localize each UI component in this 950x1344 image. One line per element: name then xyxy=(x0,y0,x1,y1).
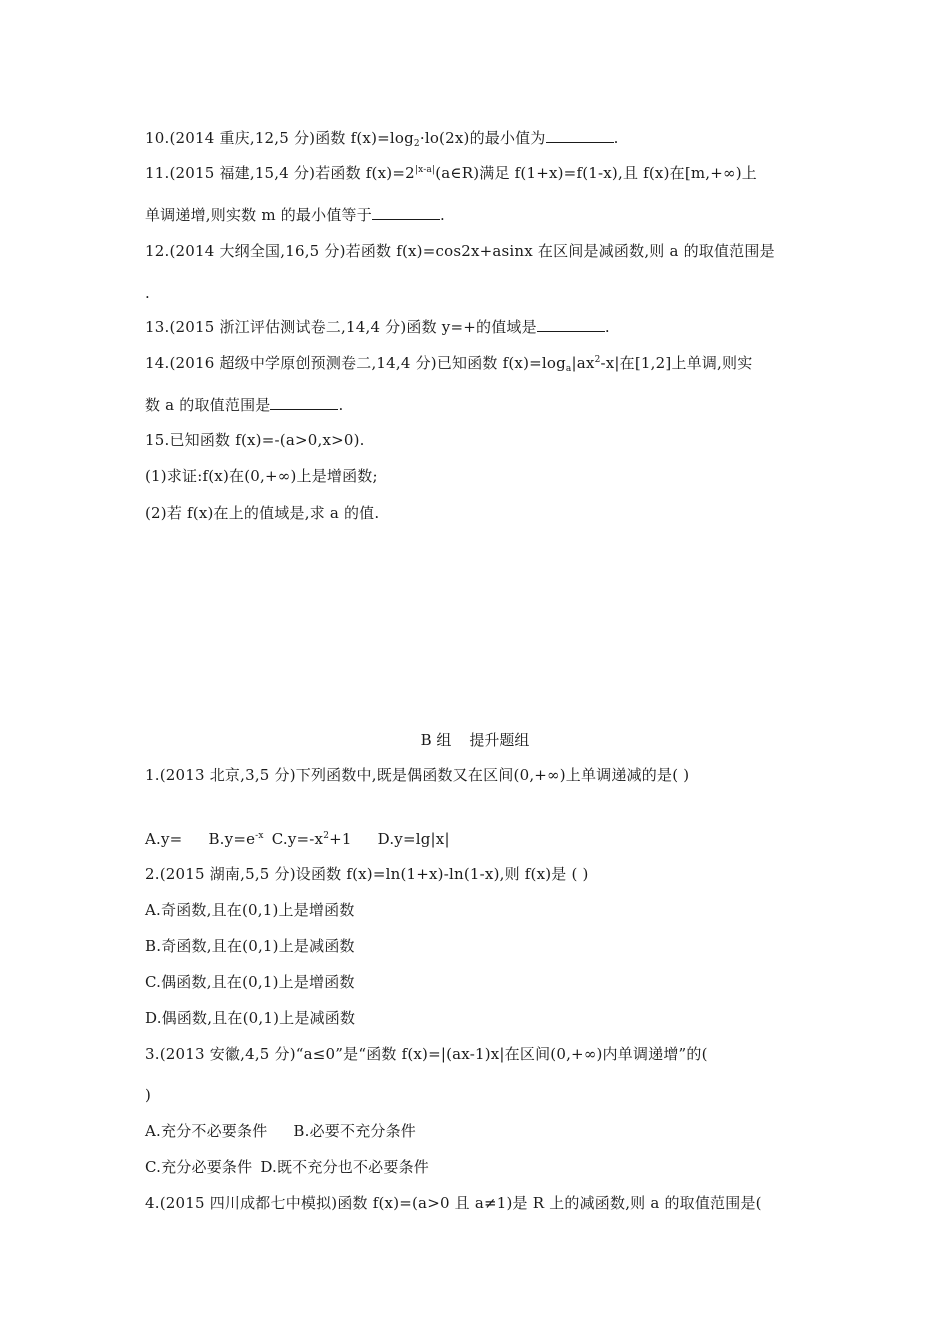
q14-answer-blank xyxy=(270,395,338,410)
q10-end: . xyxy=(613,129,619,147)
b3-line2: ) xyxy=(145,1086,152,1104)
q11-exponent: |x-a| xyxy=(414,165,436,175)
group-b-title: 提升题组 xyxy=(469,731,530,749)
b-question-2-option-c: C.偶函数,且在(0,1)上是增函数 xyxy=(145,973,355,991)
question-15-part-2 xyxy=(145,503,379,523)
question-11 xyxy=(145,163,757,183)
b-question-2-option-d: D.偶函数,且在(0,1)上是减函数 xyxy=(145,1009,356,1027)
q15-line3: (2)若 f(x)在上的值域是,求 a 的值. xyxy=(145,504,380,522)
b2-stem: 2.(2015 湖南,5,5 分)设函数 f(x)=ln(1+x)-ln(1-x),则 f(x)是 ( ) xyxy=(145,865,589,883)
b1-option-a: A.y= xyxy=(145,830,183,848)
b-question-2-option-b: B.奇函数,且在(0,1)上是减函数 xyxy=(145,937,355,955)
q10-log-base: 2 xyxy=(413,139,420,149)
q14-line2: 数 a 的取值范围是 xyxy=(145,396,271,414)
q14-mid: |ax xyxy=(571,354,595,372)
b3-option-b: B.必要不充分条件 xyxy=(293,1122,416,1140)
question-12-line-2 xyxy=(145,283,150,303)
q11-suffix: (a∈R)满足 f(1+x)=f(1-x),且 f(x)在[m,+∞)上 xyxy=(435,164,757,182)
b3-line1: 3.(2013 安徽,4,5 分)“a≤0”是“函数 f(x)=|(ax-1)x|在区间(0,+∞)内单调递增”的( xyxy=(145,1045,708,1063)
q13-end: . xyxy=(604,318,610,336)
q14-prefix: 14.(2016 超级中学原创预测卷二,14,4 分)已知函数 f(x)=log xyxy=(145,354,566,372)
b-question-2-option-a: A.奇函数,且在(0,1)上是增函数 xyxy=(145,901,355,919)
q11-answer-blank xyxy=(372,205,440,220)
question-11-line-2 xyxy=(145,205,445,225)
q14-end: . xyxy=(338,396,344,414)
q11-end: . xyxy=(439,206,445,224)
q13-text: 13.(2015 浙江评估测试卷二,14,4 分)函数 y=+的值域是 xyxy=(145,318,537,336)
q10-prefix: 10.(2014 重庆,12,5 分)函数 f(x)=log xyxy=(145,129,414,147)
b1-option-d: D.y=lg|x| xyxy=(377,830,450,848)
group-b-label: B 组 xyxy=(420,731,452,749)
b1-option-b: $B.y=e^{-x}$ xyxy=(208,830,264,848)
q13-answer-blank xyxy=(537,317,605,332)
b3-option-a: A.充分不必要条件 xyxy=(145,1122,268,1140)
b1-option-c: $C.y=-x^2+1$ xyxy=(271,830,352,848)
group-b-heading xyxy=(0,730,950,750)
b-question-2 xyxy=(145,864,589,884)
question-14 xyxy=(145,353,752,373)
q12-line1: 12.(2014 大纲全国,16,5 分)若函数 f(x)=cos2x+asinx 在区间是减函数,则 a 的取值范围是 xyxy=(145,242,775,260)
q14-suffix: -x|在[1,2]上单调,则实 xyxy=(600,354,753,372)
b-question-3-options-ab xyxy=(145,1121,416,1141)
b-question-4 xyxy=(145,1193,762,1213)
question-13 xyxy=(145,317,610,337)
b-question-3-options-cd xyxy=(145,1157,429,1177)
question-10 xyxy=(145,128,619,148)
b-question-3-line-2 xyxy=(145,1085,151,1105)
question-15-part-1 xyxy=(145,466,378,486)
q12-line2: . xyxy=(145,284,150,302)
q10-answer-blank xyxy=(546,128,614,143)
q11-line2: 单调递增,则实数 m 的最小值等于 xyxy=(145,206,372,224)
q15-line2: (1)求证:f(x)在(0,+∞)上是增函数; xyxy=(145,467,378,485)
b-question-1 xyxy=(145,765,689,785)
b-question-3 xyxy=(145,1044,708,1064)
q10-suffix: ·lo(2x)的最小值为 xyxy=(419,129,546,147)
q15-line1: 15.已知函数 f(x)=-(a>0,x>0). xyxy=(145,431,365,449)
question-14-line-2 xyxy=(145,395,343,415)
q14-log-base: a xyxy=(565,364,572,374)
q11-prefix: 11.(2015 福建,15,4 分)若函数 f(x)=2 xyxy=(145,164,415,182)
b-question-1-options xyxy=(145,829,450,849)
question-12 xyxy=(145,241,775,261)
b3-option-d: D.既不充分也不必要条件 xyxy=(260,1158,429,1176)
b1-stem: 1.(2013 北京,3,5 分)下列函数中,既是偶函数又在区间(0,+∞)上单调递减的是( ) xyxy=(145,766,690,784)
question-15 xyxy=(145,430,365,450)
b4-stem: 4.(2015 四川成都七中模拟)函数 f(x)=(a>0 且 a≠1)是 R 上的减函数,则 a 的取值范围是( xyxy=(145,1194,762,1212)
b3-option-c: C.充分必要条件 xyxy=(145,1158,253,1176)
q14-exponent: 2 xyxy=(594,355,601,365)
